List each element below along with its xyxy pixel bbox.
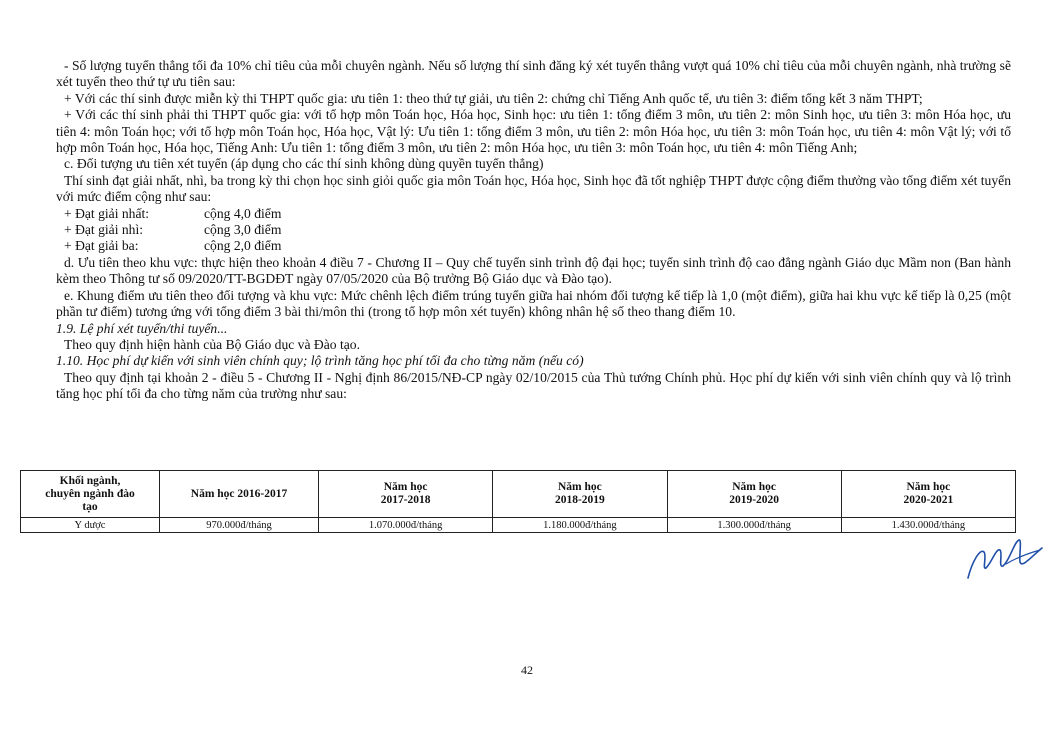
- award-second: [56, 222, 1011, 238]
- header-field: [21, 471, 160, 518]
- tuition-fee-table: [20, 470, 1016, 533]
- heading-application-fee: 1.9. Lệ phí xét tuyển/thi tuyển...: [56, 320, 228, 336]
- paragraph-award-bonus: Thí sinh đạt giải nhất, nhì, ba trong kỳ thi chọn học sinh giỏi quốc gia môn Toán học, Hóa học, Sinh học đã tốt nghiệp THPT được cộng điểm thưởng vào tổng điểm xét tuyển với mức điểm cộng như sau:: [56, 172, 1011, 205]
- signature-stroke: [968, 540, 1042, 578]
- paragraph-exam-candidates: + Với các thí sinh phải thi THPT quốc gia: với tổ hợp môn Toán học, Hóa học, Sinh học: ưu tiên 1: tổng điểm 3 môn, ưu tiên 2: môn Sinh học, ưu tiên 3: môn Hóa học, ưu tiên 4: môn Toán học; với tổ hợp môn Toán học, Hóa học, Vật lý: Ưu tiên 1: tổng điểm 3 môn, ưu tiên 2: môn Hóa học, ưu tiên 3: môn Toán học, ưu tiên 4: môn Vật lý; với tổ hợp môn Toán học, Hóa học, Tiếng Anh: Ưu tiên 1: tổng điểm 3 môn, ưu tiên 2: môn Hóa học, ưu tiên 3: môn Toán học, ưu tiên 4: môn Tiếng Anh;: [56, 107, 1011, 156]
- header-line: chuyên ngành đào: [45, 487, 135, 500]
- header-year-2017: [319, 471, 493, 518]
- paragraph-regional-priority: d. Ưu tiên theo khu vực: thực hiện theo khoản 4 điều 7 - Chương II – Quy chế tuyển sinh trình độ đại học; tuyển sinh trình độ cao đẳng ngành Giáo dục Mầm non (Ban hành kèm theo Thông tư số 09/2020/TT-BGDĐT ngày 07/05/2020 của Bộ trưởng Bộ Giáo dục và Đào tạo).: [56, 254, 1011, 287]
- paragraph-exempt-candidates: + Với các thí sinh được miễn kỳ thi THPT quốc gia: ưu tiên 1: theo thứ tự giải, ưu tiên 2: chứng chỉ Tiếng Anh quốc tế, ưu tiên 3: điểm tổng kết 3 năm THPT;: [64, 90, 923, 106]
- cell-fee: 1.430.000đ/tháng: [841, 518, 1015, 533]
- paragraph-tuition-regulation: Theo quy định tại khoản 2 - điều 5 - Chương II - Nghị định 86/2015/NĐ-CP ngày 02/10/2015 của Thủ tướng Chính phủ. Học phí dự kiến với sinh viên chính quy và lộ trình tăng học phí tối đa cho từng năm của trường như sau:: [56, 369, 1011, 402]
- award-first: [56, 206, 1011, 222]
- table-header-row: [21, 471, 1016, 518]
- header-line: 2018-2019: [554, 494, 605, 506]
- award-label: + Đạt giải nhì:: [64, 222, 144, 238]
- header-year-2018: [493, 471, 667, 518]
- cell-fee: 1.300.000đ/tháng: [667, 518, 841, 533]
- header-line: 2017-2018: [380, 494, 431, 506]
- header-line: tạo: [82, 500, 98, 513]
- header-year-2019: [667, 471, 841, 518]
- table-row: [21, 518, 1016, 533]
- cell-field: Y dược: [21, 518, 160, 533]
- signature-mark: [962, 528, 1046, 584]
- header-line: Năm học: [557, 481, 602, 493]
- paragraph-priority-subjects: c. Đối tượng ưu tiên xét tuyển (áp dụng cho các thí sinh không dùng quyền tuyển thẳng): [64, 156, 544, 172]
- header-line: Năm học: [383, 481, 428, 493]
- header-line: Khối ngành,: [59, 474, 121, 487]
- award-label: + Đạt giải nhất:: [64, 205, 150, 221]
- header-line: 2019-2020: [729, 494, 780, 506]
- award-value: cộng 3,0 điểm: [204, 222, 282, 238]
- cell-fee: 970.000đ/tháng: [160, 518, 319, 533]
- header-line: Năm học: [906, 481, 951, 493]
- header-line: 2020-2021: [903, 494, 954, 506]
- award-value: cộng 4,0 điểm: [204, 205, 282, 221]
- award-value: cộng 2,0 điểm: [204, 238, 282, 254]
- cell-fee: 1.180.000đ/tháng: [493, 518, 667, 533]
- paragraph-priority-score-frame: e. Khung điểm ưu tiên theo đối tượng và khu vực: Mức chênh lệch điểm trúng tuyển giữa hai nhóm đối tượng kế tiếp là 1,0 (một điểm), giữa hai khu vực kế tiếp là 0,25 (một phần tư điểm) tương ứng với tổng điểm 3 bài thi/môn thi (trong tổ hợp môn xét tuyển) không nhân hệ số theo thang điểm 10.: [56, 287, 1011, 320]
- paragraph-direct-admission-quota: - Số lượng tuyển thẳng tối đa 10% chỉ tiêu của mỗi chuyên ngành. Nếu số lượng thí sinh đăng ký xét tuyển thẳng vượt quá 10% chỉ tiêu của mỗi chuyên ngành, nhà trường sẽ xét tuyển theo thứ tự ưu tiên sau:: [56, 58, 1011, 90]
- header-line: Năm học 2016-2017: [190, 487, 288, 500]
- page-body: [56, 58, 1011, 403]
- award-label: + Đạt giải ba:: [64, 238, 139, 254]
- header-line: Năm học: [732, 481, 776, 493]
- page-number: 42: [521, 663, 533, 677]
- header-year-2016: [160, 471, 319, 518]
- award-third: [56, 238, 1011, 254]
- header-year-2020: [841, 471, 1015, 518]
- cell-fee: 1.070.000đ/tháng: [319, 518, 493, 533]
- paragraph-fee-regulation: Theo quy định hiện hành của Bộ Giáo dục và Đào tạo.: [64, 336, 360, 352]
- heading-tuition-fee: 1.10. Học phí dự kiến với sinh viên chính quy; lộ trình tăng học phí tối đa cho từng năm (nếu có): [56, 353, 584, 369]
